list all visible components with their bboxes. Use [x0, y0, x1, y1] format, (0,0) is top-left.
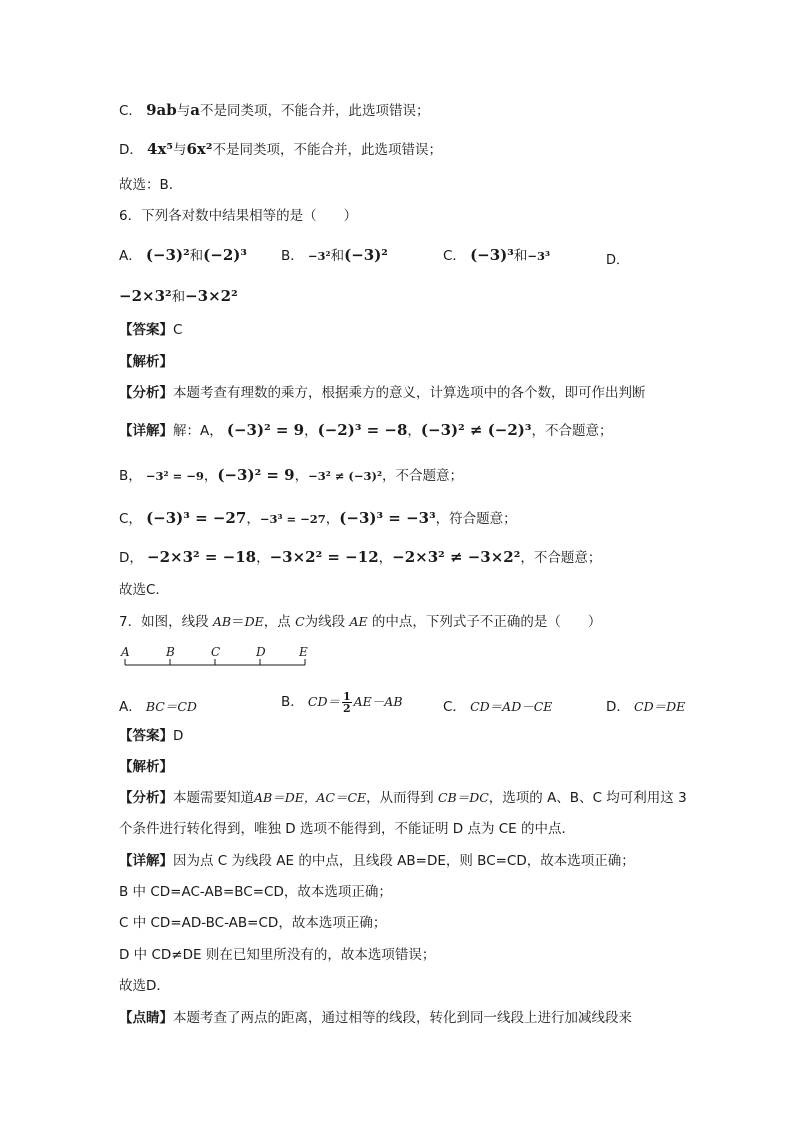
- q6-option-c: C． (−3)³和−3³: [443, 246, 551, 264]
- q6-option-a: A． (−3)²和(−2)³: [119, 246, 247, 264]
- math-6x2: 6x²: [186, 140, 213, 158]
- q7-xiangjie: 【详解】因为点 C 为线段 AE 的中点，且线段 AB=DE，则 BC=CD，故本选项正确；: [119, 853, 635, 869]
- q7-xiangjie-b: B 中 CD=AC-AB=BC=CD，故本选项正确；: [119, 884, 392, 900]
- q5-answer: 故选：B．: [119, 177, 183, 193]
- q7-dianjing: 【点睛】本题考查了两点的距离，通过相等的线段，转化到同一线段上进行加减线段来: [119, 1010, 632, 1026]
- q6-analysis-head: 【解析】: [119, 354, 173, 370]
- q7-fenxi-line2: 个条件进行转化得到，唯独 D 选项不能得到，不能证明 D 点为 CE 的中点．: [119, 821, 575, 837]
- point-a-label: A: [121, 645, 130, 659]
- q6-option-b: B． −3²和(−3)²: [281, 246, 388, 264]
- q7-option-c: C． CD＝AD－CE: [443, 699, 553, 715]
- point-b-label: B: [166, 645, 175, 659]
- q6-stem: 6．下列各对数中结果相等的是（ ）: [119, 208, 358, 224]
- q7-option-d: D． CD＝DE: [606, 699, 686, 715]
- q6-answer: 【答案】C: [119, 322, 183, 338]
- point-c-label: C: [211, 645, 221, 659]
- q6-xiangjie-b: B， −3² = −9，(−3)² = 9，−3² ≠ (−3)²，不合题意；: [119, 466, 463, 484]
- q7-fenxi: 【分析】本题需要知道AB＝DE，AC＝CE，从而得到 CB＝DC，选项的 A、B、C 均可利用这 3: [119, 790, 687, 806]
- math-9ab: 9ab: [146, 101, 177, 119]
- q7-answer: 【答案】D: [119, 728, 184, 744]
- q6-xiangjie-c: C， (−3)³ = −27，−3³ = −27，(−3)³ = −3³，符合题意；: [119, 509, 517, 527]
- q7-xiangjie-d: D 中 CD≠DE 则在已知里所没有的，故本选项错误；: [119, 947, 436, 963]
- fraction-half: $\frac{1}{2}$: [343, 690, 351, 715]
- math-a: a: [190, 101, 200, 119]
- q6-answer-final: 故选C．: [119, 582, 169, 598]
- q6-fenxi: 【分析】本题考查有理数的乘方，根据乘方的意义，计算选项中的各个数，即可作出判断: [119, 385, 646, 401]
- q6-option-d: −2×3²和−3×2²: [119, 287, 238, 305]
- q6-xiangjie-a: 【详解】解：A， (−3)² = 9，(−2)³ = −8，(−3)² ≠ (−2)³，不合题意；: [119, 421, 613, 439]
- q7-stem: 7．如图，线段 AB＝DE，点 C为线段 AE 的中点，下列式子不正确的是（ ）: [119, 614, 602, 630]
- q5-option-c: C． 9ab与a不是同类项，不能合并，此选项错误；: [119, 101, 430, 119]
- math-4x5: 4x⁵: [147, 140, 173, 158]
- q7-xiangjie-c: C 中 CD=AD-BC-AB=CD，故本选项正确；: [119, 915, 387, 931]
- q7-option-b: B． CD＝ $\frac{1}{2}$ AE－AB: [281, 690, 403, 715]
- point-e-label: E: [299, 645, 308, 659]
- q5-option-d: D． 4x⁵与6x²不是同类项，不能合并，此选项错误；: [119, 140, 442, 158]
- q7-answer-final: 故选D．: [119, 978, 170, 994]
- q6-xiangjie-d: D， −2×3² = −18，−3×2² = −12，−2×3² ≠ −3×2²，不合题意；: [119, 548, 602, 566]
- point-d-label: D: [256, 645, 266, 659]
- segment-figure: [119, 643, 319, 673]
- q7-analysis-head: 【解析】: [119, 759, 173, 775]
- q7-option-a: A． BC＝CD: [119, 699, 197, 715]
- q6-option-d-label: D．: [606, 253, 630, 268]
